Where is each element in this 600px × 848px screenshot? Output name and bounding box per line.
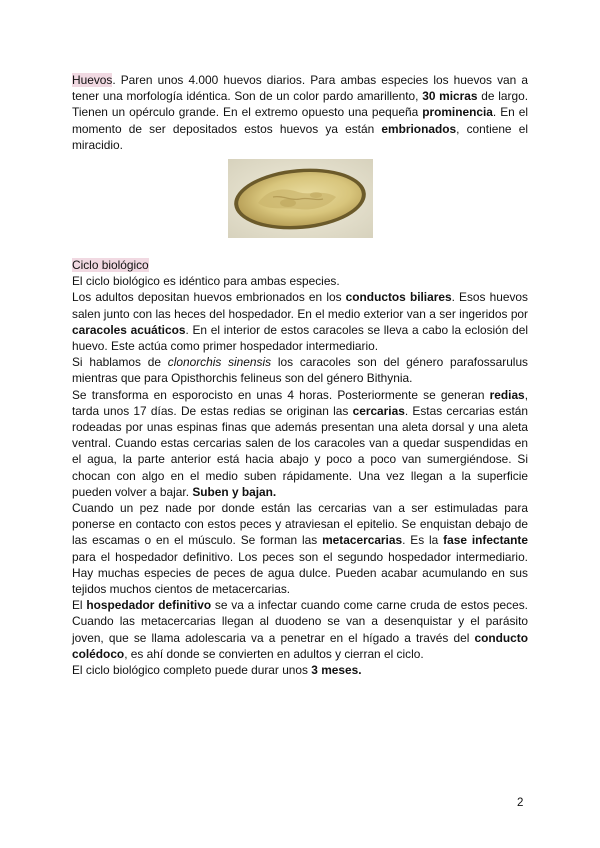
cycle-paragraph-3: Si hablamos de clonorchis sinensis los caracoles son del género parafossarulus mientras que para Opisthorchis felineus son del género Bithynia. — [72, 355, 529, 386]
cycle-paragraph-5: Cuando un pez nade por donde están las cercarias van a ser estimuladas para ponerse en contacto con estos peces y atraviesan el epitelio. Se enquistan debajo de las escamas o en el músculo. Se forman las metacercarias. Es la fase infectante para el hospedador definitivo. Los peces son el segundo hospedador intermediario. Hay muchas especies de peces de agua dulce. Pueden acabar acumulando en sus tejidos muchos cientos de metacercarias. — [72, 501, 528, 597]
cycle-paragraph-1: El ciclo biológico es idéntico para ambas especies. — [72, 274, 340, 289]
cycle-heading-line — [72, 257, 528, 273]
cycle-paragraph-4: Se transforma en esporocisto en unas 4 horas. Posteriormente se generan redias, tarda unos 17 días. De estas redias se originan las cercarias. Estas cercarias están rodeadas por unas espinas finas que además presentan una aleta dorsal y una aleta ventral. Cuando estas cercarias salen de los caracoles van a quedar suspendidas en el agua, la parte anterior está hacia abajo y poco a poco van sumergiéndose. Si chocan con algo en el medio suben rápidamente. Una vez llegan a la superficie pueden volver a bajar. Suben y bajan. — [72, 387, 528, 499]
eggs-paragraph: Huevos. Paren unos 4.000 huevos diarios. Para ambas especies los huevos van a tener una morfología idéntica. Son de un color pardo amarillento, 30 micras de largo. Tienen un opérculo grande. En el extremo opuesto una pequeña prominencia. En el momento de ser depositados estos huevos ya están embrionados, contiene el miracidio. — [72, 73, 529, 152]
eggs-heading: Huevos — [72, 73, 113, 87]
page-number: 2 — [517, 797, 524, 809]
cycle-heading: Ciclo biológico — [72, 258, 149, 273]
cycle-paragraph-6: El hospedador definitivo se va a infectar cuando come carne cruda de estos peces. Cuando las metacercarias llegan al duodeno se van a desenquistar y el parásito joven, que se llama adolescaria va a penetrar en el hígado a través del conducto colédoco, es ahí donde se convierten en adultos y cierran el ciclo. — [72, 598, 528, 661]
egg-micrograph-image — [228, 159, 373, 238]
cycle-paragraph-7: El ciclo biológico completo puede durar unos 3 meses. — [72, 663, 362, 678]
document-page — [72, 72, 528, 678]
cycle-paragraph-2: Los adultos depositan huevos embrionados en los conductos biliares. Esos huevos salen junto con las heces del hospedador. En el medio exterior van a ser ingeridos por caracoles acuáticos. En el interior de estos caracoles se lleva a cabo la eclosión del huevo. Este actúa como primer hospedador intermediario. — [72, 290, 528, 354]
